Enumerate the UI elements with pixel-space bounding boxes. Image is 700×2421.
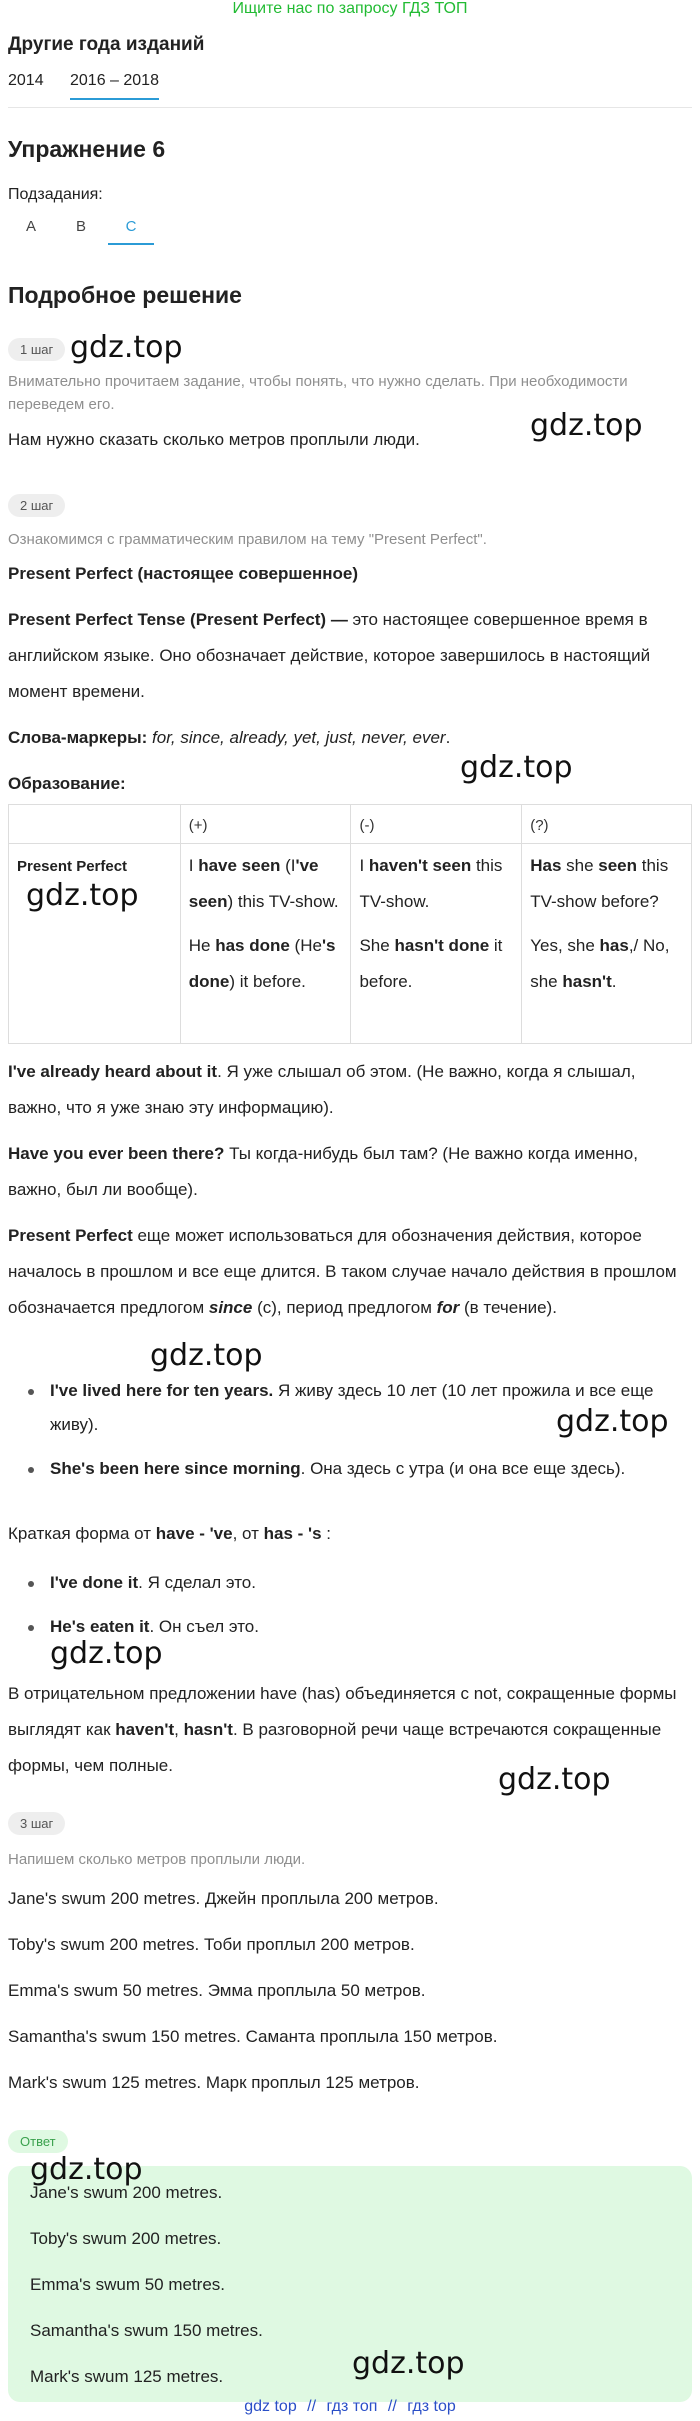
step1-text: Нам нужно сказать сколько метров проплыли люди. xyxy=(8,430,420,449)
watermark: gdz.top xyxy=(460,750,573,785)
rule-title: Present Perfect (настоящее совершенное) xyxy=(8,564,359,583)
footer-separator: // xyxy=(387,2398,397,2415)
short-form-examples xyxy=(8,1566,692,1644)
subtask-c[interactable]: C xyxy=(108,218,154,245)
step1-badge: 1 шаг xyxy=(8,338,65,361)
step2-badge: 2 шаг xyxy=(8,494,65,517)
step2-hint: Ознакомимся с грамматическим правилом на тему "Present Perfect". xyxy=(8,531,487,548)
footer-link-gdz-top-ru[interactable]: гдз топ xyxy=(326,2398,378,2415)
list-item: Emma's swum 50 metres. Эмма проплыла 50 метров. xyxy=(8,1981,426,2000)
watermark: gdz.top xyxy=(498,1762,611,1797)
subtask-b[interactable]: B xyxy=(75,218,86,235)
answer-box xyxy=(8,2166,692,2402)
table-cell-positive: I have seen (I've seen) this TV-show. He has done (He's done) it before. xyxy=(180,844,351,1044)
tab-year-2014[interactable]: 2014 xyxy=(8,72,44,89)
table-header-negative: (-) xyxy=(351,805,522,844)
tab-year-2016-2018[interactable]: 2016 – 2018 xyxy=(70,72,159,100)
watermark: gdz.top xyxy=(70,330,183,365)
definition-term: Present Perfect Tense (Present Perfect) — xyxy=(8,610,348,629)
table-cell-negative: I haven't seen this TV-show. She hasn't done it before. xyxy=(351,844,522,1044)
list-item: Mark's swum 125 metres. Марк проплыл 125 метров. xyxy=(8,2073,420,2092)
step3-lines xyxy=(8,1876,688,2106)
footer-link-gdz-top-mixed[interactable]: гдз top xyxy=(407,2398,456,2415)
watermark: gdz.top xyxy=(50,1636,163,1671)
list-item: Samantha's swum 150 metres. Саманта проплыла 150 метров. xyxy=(8,2027,498,2046)
table-row-label: Present Perfect xyxy=(9,844,181,1044)
step3-badge: 3 шаг xyxy=(8,1812,65,1835)
continuous-usage-paragraph: Present Perfect еще может использоваться для обозначения действия, которое началось в прошлом и все еще длится. В таком случае начало действия в прошлом обозначается предлогом since (с), период предлогом for (в течение). xyxy=(8,1226,677,1317)
list-item: I've done it. Я сделал это. xyxy=(8,1566,692,1600)
markers-line xyxy=(8,720,450,756)
list-item: Samantha's swum 150 metres. xyxy=(30,2321,263,2340)
definition-text: это настоящее совершенное время в английском языке. Оно обозначает действие, которое завершилось в настоящий момент времени. xyxy=(8,610,651,701)
negative-forms-paragraph: В отрицательном предложении have (has) объединяется с not, сокращенные формы выглядят как haven't, hasn't. В разговорной речи чаще встречаются сокращенные формы, чем полные. xyxy=(8,1684,677,1775)
watermark: gdz.top xyxy=(530,408,643,443)
table-header-question: (?) xyxy=(522,805,692,844)
table-header-row xyxy=(9,805,692,844)
subtasks-tabs xyxy=(8,218,692,248)
subtask-a[interactable]: A xyxy=(25,218,36,235)
formation-label: Образование: xyxy=(8,774,126,793)
table-header-empty xyxy=(9,805,181,844)
table-cell-question: Has she seen this TV-show before? Yes, she has,/ No, she hasn't. xyxy=(522,844,692,1044)
watermark: gdz.top xyxy=(556,1404,669,1439)
list-item: Toby's swum 200 metres. xyxy=(30,2229,222,2248)
list-item: Jane's swum 200 metres. Джейн проплыла 200 метров. xyxy=(8,1889,439,1908)
watermark: gdz.top xyxy=(150,1338,263,1373)
list-item: Emma's swum 50 metres. xyxy=(30,2275,226,2294)
present-perfect-table xyxy=(8,804,692,1044)
list-item: She's been here since morning. Она здесь с утра (и она все еще здесь). xyxy=(8,1452,692,1486)
top-banner[interactable]: Ищите нас по запросу ГДЗ ТОП xyxy=(232,0,468,17)
footer-link-gdz-top[interactable]: gdz top xyxy=(244,2398,297,2415)
answer-lines xyxy=(30,2170,670,2400)
short-form-line: Краткая форма от have - 've, от has - 's : xyxy=(8,1524,331,1543)
step1-hint: Внимательно прочитаем задание, чтобы понять, что нужно сделать. При необходимости переведем его. xyxy=(8,373,628,413)
watermark: gdz.top xyxy=(30,2152,143,2187)
example-2: Have you ever been there? Ты когда-нибудь был там? (Не важно когда именно, важно, был ли вообще). xyxy=(8,1144,638,1199)
list-item: Toby's swum 200 metres. Тоби проплыл 200 метров. xyxy=(8,1935,415,1954)
year-tabs xyxy=(8,62,692,108)
solution-title: Подробное решение xyxy=(8,282,242,308)
subtasks-label: Подзадания: xyxy=(8,186,103,203)
table-row xyxy=(9,844,692,1044)
markers-list: for, since, already, yet, just, never, ever xyxy=(147,728,446,747)
list-item: I've lived here for ten years. Я живу здесь 10 лет (10 лет прожила и все еще живу). xyxy=(8,1374,692,1442)
footer-separator: // xyxy=(307,2398,317,2415)
footer-links xyxy=(0,2398,700,2416)
list-item: Jane's swum 200 metres. xyxy=(30,2183,223,2202)
answer-badge: Ответ xyxy=(8,2130,68,2153)
other-years-title: Другие года изданий xyxy=(8,34,205,55)
table-header-positive: (+) xyxy=(180,805,351,844)
list-item: He's eaten it. Он съел это. xyxy=(8,1610,692,1644)
example-1: I've already heard about it. Я уже слышал об этом. (Не важно, когда я слышал, важно, что я уже знаю эту информацию). xyxy=(8,1062,636,1117)
markers-end: . xyxy=(445,728,451,747)
step3-hint: Напишем сколько метров проплыли люди. xyxy=(8,1851,306,1868)
markers-label: Слова-маркеры: xyxy=(8,728,148,747)
exercise-title: Упражнение 6 xyxy=(8,136,166,162)
definition-paragraph xyxy=(8,602,688,710)
watermark: gdz.top xyxy=(352,2346,465,2381)
list-item: Mark's swum 125 metres. xyxy=(30,2367,224,2386)
watermark: gdz.top xyxy=(26,878,139,913)
